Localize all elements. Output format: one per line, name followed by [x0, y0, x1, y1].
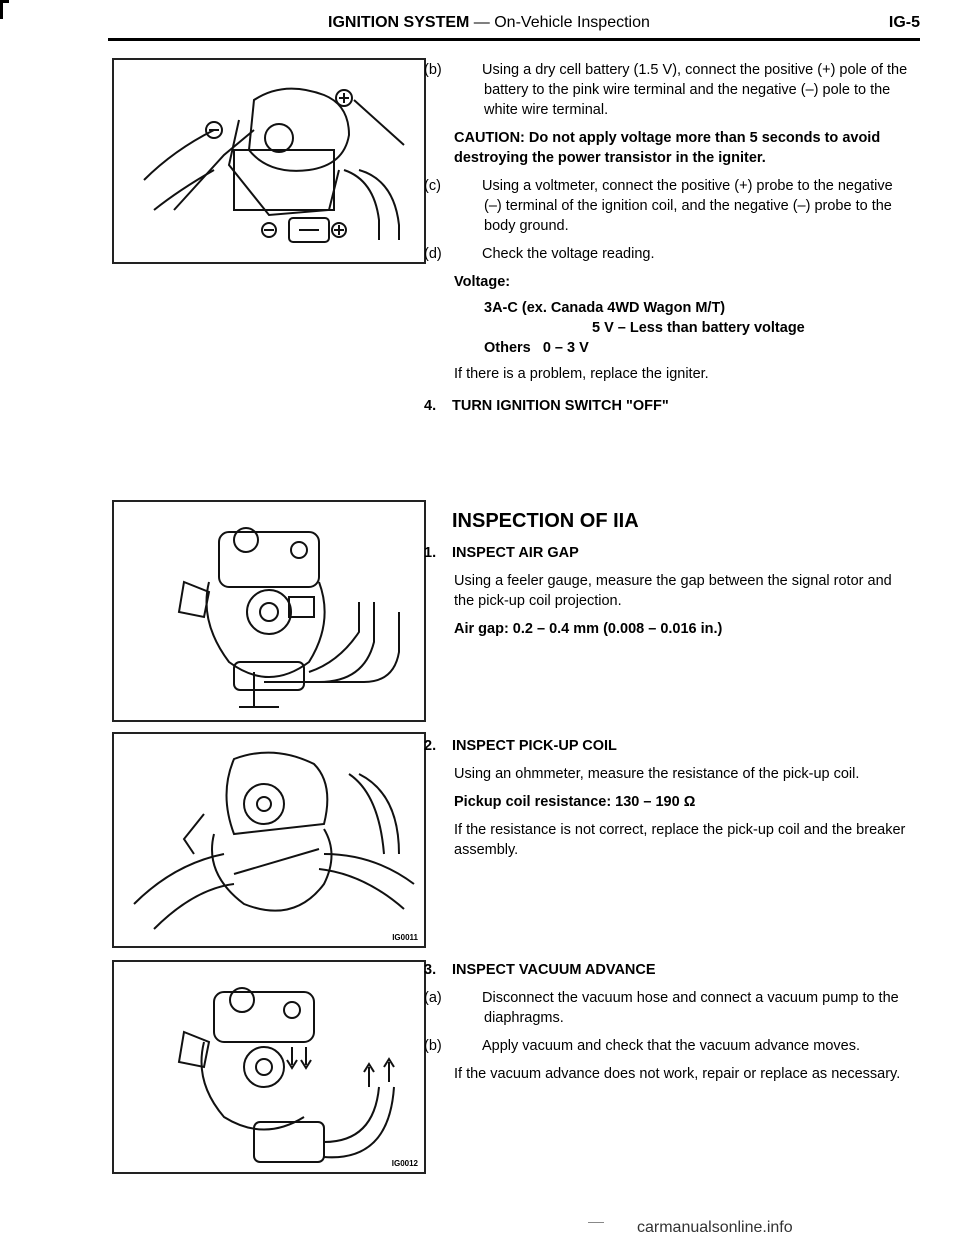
step-b: (b) Using a dry cell battery (1.5 V), connect the positive (+) pole of the battery to the pink wire terminal and the negative (–) pole to the white wire terminal. — [424, 62, 908, 118]
step-c: (c) Using a voltmeter, connect the positive (+) probe to the negative (–) terminal of the ignition coil, and the negative (–) probe to the body ground. — [424, 178, 893, 234]
step-d: (d) Check the voltage reading. — [424, 246, 655, 262]
step-4-heading: 4. TURN IGNITION SWITCH "OFF" — [424, 398, 669, 414]
igniter-test-instructions — [424, 60, 914, 384]
figure-code: IG0012 — [391, 1159, 418, 1168]
figure-vacuum-advance — [112, 960, 426, 1174]
igniter-note: If there is a problem, replace the igniter. — [454, 366, 709, 382]
voltage-spec-1: 3A-C (ex. Canada 4WD Wagon M/T) — [484, 300, 726, 316]
voltage-spec-1-value: 5 V – Less than battery voltage — [592, 320, 805, 336]
voltage-label: Voltage: — [454, 274, 511, 290]
footer-mark — [588, 1222, 604, 1223]
figure-igniter-battery-test — [112, 58, 426, 264]
pickup-coil-ohmmeter-illustration — [114, 734, 424, 946]
header-rule — [108, 38, 920, 41]
voltage-spec-2: Others 0 – 3 V — [484, 340, 589, 356]
watermark: carmanualsonline.info — [637, 1219, 793, 1236]
step-3-vacuum-advance: 3. INSPECT VACUUM ADVANCE (a) Disconnect the vacuum hose and connect a vacuum pump to the diaphragms. (b) Apply vacuum and check that the vacuum advance moves. If the vacuum advance does not work, repair or replace as necessary. — [424, 962, 901, 1082]
step-2-pickup-coil: 2. INSPECT PICK-UP COIL Using an ohmmeter, measure the resistance of the pick-up coil. Pickup coil resistance: 130 – 190 Ω If the resistance is not correct, replace the pick-up coil and the breaker assembly. — [424, 738, 906, 858]
step-1-air-gap: 1. INSPECT AIR GAP Using a feeler gauge, measure the gap between the signal rotor and the pick-up coil projection. Air gap: 0.2 – 0.4 mm (0.008 – 0.016 in.) — [424, 545, 892, 637]
igniter-illustration — [114, 60, 424, 262]
caution-note: CAUTION: Do not apply voltage more than 5 seconds to avoid destroying the power transistor in the igniter. — [454, 130, 881, 166]
distributor-air-gap-illustration — [114, 502, 424, 720]
page-header — [108, 12, 920, 38]
header-title: IGNITION SYSTEM — On-Vehicle Inspection — [328, 14, 650, 31]
page-number: IG-5 — [888, 14, 920, 31]
figure-air-gap — [112, 500, 426, 722]
figure-code: IG0011 — [392, 933, 418, 942]
vacuum-advance-illustration — [114, 962, 424, 1172]
figure-pickup-coil — [112, 732, 426, 948]
section-title: INSPECTION OF IIA — [452, 510, 639, 532]
page-corner-mark — [0, 0, 9, 19]
